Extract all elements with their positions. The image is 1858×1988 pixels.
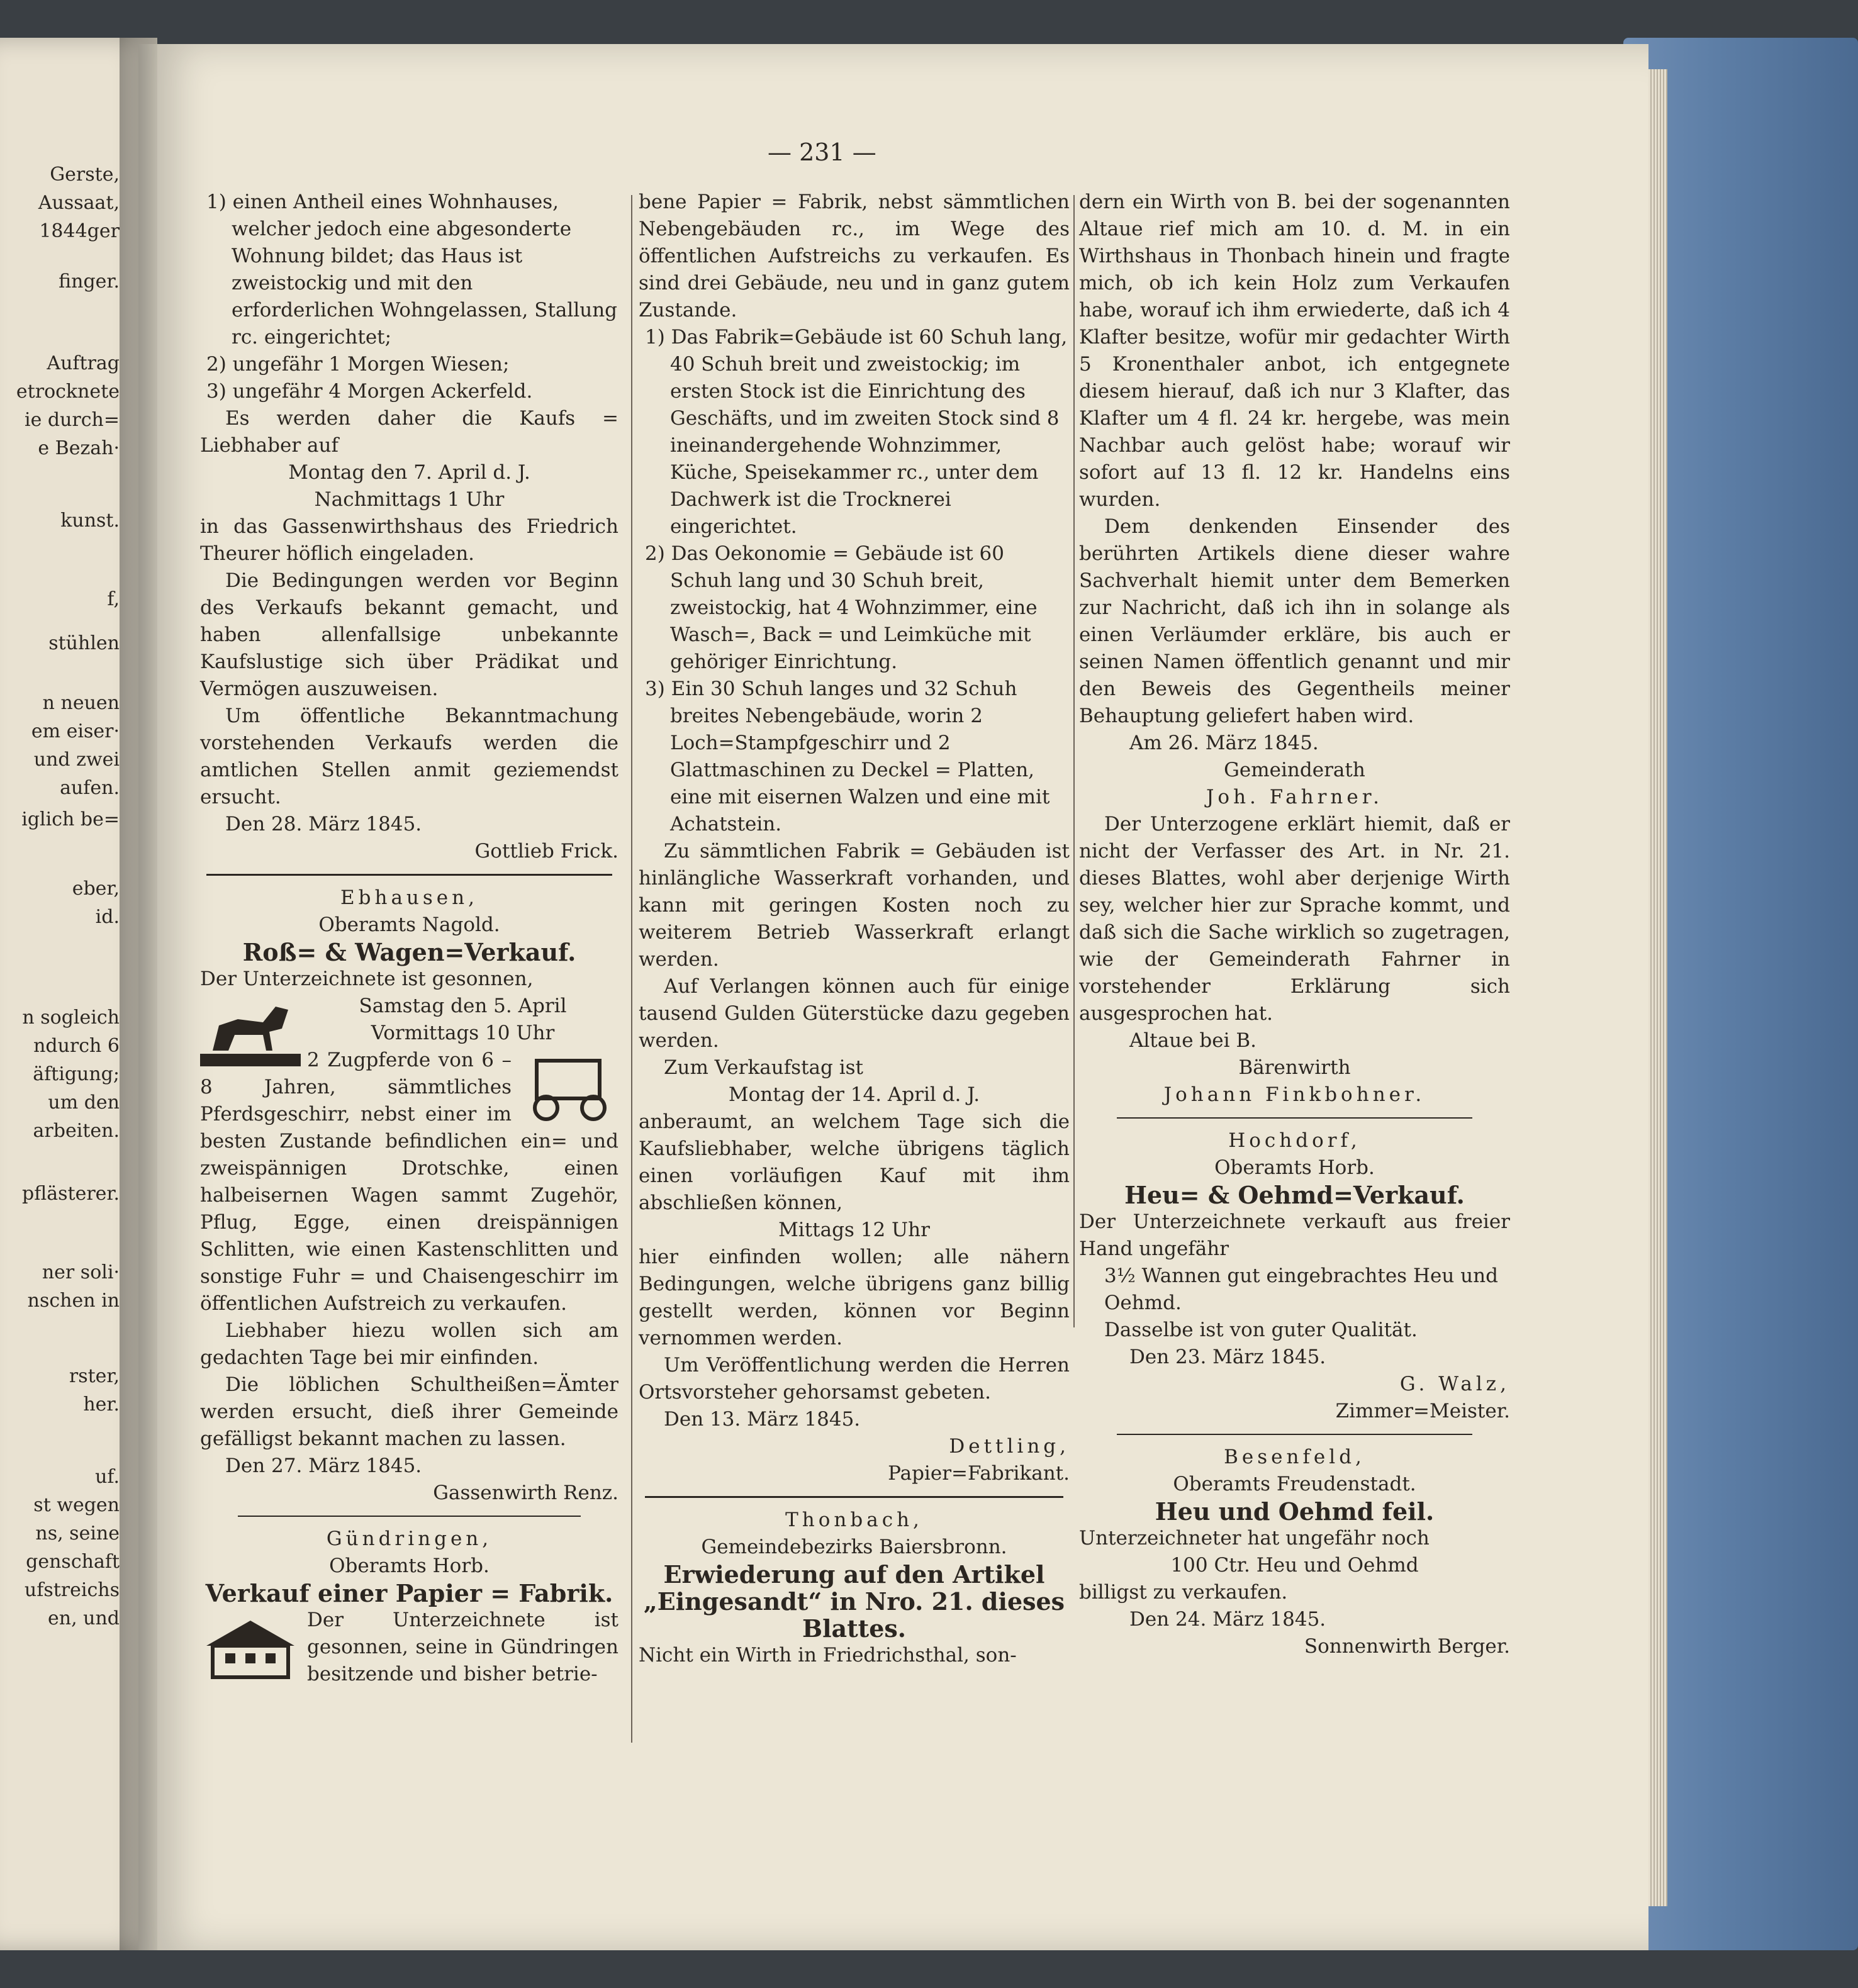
- left-page-text-fragment: ns, seine: [35, 1522, 120, 1544]
- paragraph: anberaumt, an welchem Tage sich die Kaufsliebhaber, welche übrigens täglich einen vorläufigen Kauf mit ihm abschließen können,: [639, 1110, 1070, 1214]
- ad-title: Roß= & Wagen=Verkauf.: [242, 938, 576, 966]
- left-page-text-fragment: her.: [83, 1393, 120, 1416]
- time-line: Mittags 12 Uhr: [778, 1219, 930, 1241]
- ad-office: Oberamts Freudenstadt.: [1173, 1473, 1416, 1495]
- ad-place: Besenfeld,: [1224, 1446, 1365, 1468]
- left-page-text-fragment: äftigung;: [33, 1063, 120, 1085]
- paragraph: Zu sämmtlichen Fabrik = Gebäuden ist hinlängliche Wasserkraft vorhanden, und kann mit geringen Kosten noch zu weiterem Betrieb Wasserkraft erlangt werden.: [639, 840, 1070, 971]
- signature: Dettling,: [949, 1435, 1070, 1458]
- left-page-text-fragment: pflästerer.: [22, 1183, 120, 1205]
- paragraph: Der Unterzeichnete verkauft aus freier Hand ungefähr: [1079, 1210, 1510, 1260]
- ad-office: Oberamts Horb.: [1214, 1156, 1375, 1179]
- signature: Johann Finkbohner.: [1163, 1083, 1426, 1106]
- factory-woodcut: [200, 1608, 301, 1684]
- list-item: 1) Das Fabrik=Gebäude ist 60 Schuh lang, 40 Schuh breit und zweistockig; im ersten Stock ist die Einrichtung des Geschäfts, und im zweiten Stock sind 8 ineinandergehende Wohnzimmer, Küche, Speisekammer rc., unter dem Dachwerk ist die Trocknerei eingerichtet.: [645, 326, 1068, 538]
- left-page-text-fragment: id.: [95, 906, 120, 928]
- time-line: Nachmittags 1 Uhr: [314, 488, 505, 511]
- left-page-text-fragment: ufstreichs: [24, 1579, 120, 1601]
- paragraph: Dem denkenden Einsender des berührten Artikels diene dieser wahre Sachverhalt hiemit unter dem Bemerken zur Nachricht, daß ich ihn in solange als einen Verläumder erkläre, bis auch er seinen Namen öffentlich genannt und mir den Beweis des Gegentheils meiner Behauptung geliefert haben wird.: [1079, 515, 1510, 727]
- paragraph: Der Unterzogene erklärt hiemit, daß er nicht der Verfasser des Art. in Nr. 21. dieses Blattes, wohl aber derjenige Wirth sey, welcher hier zur Sprache kommt, und daß sich die Sache wirklich so zugetragen, wie der Gemeinderath Fahrner in vorstehender Erklärung sich ausgesprochen hat.: [1079, 813, 1510, 1025]
- left-page-text-fragment: nschen in: [27, 1290, 120, 1312]
- left-page-text-fragment: Aussaat,: [38, 192, 120, 214]
- paragraph: Auf Verlangen können auch für einige tausend Gulden Güterstücke dazu gegeben werden.: [639, 975, 1070, 1052]
- left-page-text-fragment: ndurch 6: [33, 1035, 120, 1057]
- left-page-text-fragment: e Bezah·: [38, 437, 120, 459]
- paragraph: Nicht ein Wirth in Friedrichsthal, son-: [639, 1644, 1017, 1667]
- paragraph: Liebhaber hiezu wollen sich am gedachten Tage bei mir einfinden.: [200, 1319, 618, 1369]
- left-page-text-fragment: um den: [48, 1092, 120, 1114]
- ad-place: Gündringen,: [326, 1527, 493, 1550]
- list-item: 1) einen Antheil eines Wohnhauses, welcher jedoch eine abgesonderte Wohnung bildet; das Haus ist zweistockig und mit den erforderlichen Wohngelassen, Stallung rc. eingerichtet;: [206, 191, 618, 349]
- signature-title: Zimmer=Meister.: [1335, 1400, 1510, 1422]
- paragraph: Die löblichen Schultheißen=Ämter werden ersucht, dieß ihrer Gemeinde gefälligst bekannt machen zu lassen.: [200, 1373, 618, 1450]
- quantity-line: 3½ Wannen gut eingebrachtes Heu und Oehmd.: [1104, 1265, 1498, 1314]
- ad-place: Hochdorf,: [1228, 1129, 1361, 1152]
- ad-office: Oberamts Nagold.: [318, 913, 500, 936]
- paragraph: Zum Verkaufstag ist: [664, 1056, 863, 1079]
- ad-title: Heu und Oehmd feil.: [1155, 1497, 1435, 1526]
- paragraph: dern ein Wirth von B. bei der sogenannten Altaue rief mich am 10. d. M. in ein Wirthshaus in Thonbach hinein und fragte mich, ob ich kein Holz zum Verkaufen habe, worauf ich ihm erwiederte, daß ich 4 Klafter besitze, wofür mir gedachter Wirth 5 Kronenthaler anbot, ich entgegnete diesem hierauf, daß ich nur 3 Klafter, das Klafter um 4 fl. 24 kr. hergebe, was mein Nachbar auch gelöst habe; worauf wir sofort auf 13 fl. 12 kr. Handelns eins wurden.: [1079, 191, 1510, 511]
- date-line: Den 27. März 1845.: [225, 1455, 422, 1477]
- left-page-text-fragment: n neuen: [42, 692, 120, 714]
- left-page-text-fragment: etrocknete: [16, 381, 120, 403]
- signature: Gottlieb Frick.: [474, 840, 618, 863]
- divider: [645, 1496, 1063, 1498]
- date-line: Den 28. März 1845.: [225, 813, 422, 835]
- list-item: 3) ungefähr 4 Morgen Ackerfeld.: [206, 380, 533, 403]
- column-2: [639, 189, 1070, 1669]
- left-page-text-fragment: genschaft: [26, 1551, 120, 1573]
- left-page-text-fragment: finger.: [59, 271, 120, 293]
- left-page-text-fragment: f,: [107, 588, 120, 610]
- ad-place: Thonbach,: [785, 1509, 923, 1531]
- column-divider: [631, 195, 632, 1743]
- paragraph: hier einfinden wollen; alle nähern Bedingungen, welche übrigens ganz billig gestellt werden, können vor Beginn vernommen werden.: [639, 1246, 1070, 1349]
- left-page-text-fragment: iglich be=: [21, 808, 120, 830]
- left-page-text-fragment: 1844ger: [39, 220, 120, 242]
- ad-office: Gemeindebezirks Baiersbronn.: [701, 1536, 1007, 1558]
- left-page-text-fragment: uf.: [95, 1466, 120, 1488]
- date-line: Den 13. März 1845.: [664, 1408, 861, 1431]
- paragraph: Unterzeichneter hat ungefähr noch: [1079, 1527, 1430, 1550]
- ad-title: Heu= & Oehmd=Verkauf.: [1124, 1181, 1465, 1209]
- date-line: Montag den 7. April d. J.: [288, 461, 530, 484]
- paragraph: Um Veröffentlichung werden die Herren Ortsvorsteher gehorsamst gebeten.: [639, 1354, 1070, 1404]
- left-page-text-fragment: st wegen: [33, 1494, 120, 1516]
- left-page-text-fragment: ie durch=: [24, 409, 120, 431]
- horse-woodcut: [200, 994, 301, 1069]
- paragraph: Um öffentliche Bekanntmachung vorstehenden Verkaufs werden die amtlichen Stellen anmit geziemendst ersucht.: [200, 705, 618, 808]
- ad-title: Verkauf einer Papier = Fabrik.: [205, 1579, 613, 1607]
- left-page-text-fragment: arbeiten.: [33, 1120, 120, 1142]
- signature-title: Gemeinderath: [1224, 759, 1365, 781]
- list-item: 3) Ein 30 Schuh langes und 32 Schuh breites Nebengebäude, worin 2 Loch=Stampfgeschirr und 2 Glattmaschinen zu Deckel = Platten, eine mit eisernen Walzen und eine mit Achatstein.: [645, 678, 1050, 835]
- left-page-text-fragment: em eiser·: [31, 720, 120, 742]
- quantity-line: 100 Ctr. Heu und Oehmd: [1170, 1554, 1419, 1577]
- paragraph: Dasselbe ist von guter Qualität.: [1104, 1319, 1418, 1341]
- divider: [1117, 1434, 1472, 1435]
- list-item: 2) ungefähr 1 Morgen Wiesen;: [206, 353, 510, 376]
- paragraph: Die Bedingungen werden vor Beginn des Verkaufs bekannt gemacht, und haben allenfallsige unbekannte Kaufslustige sich über Prädikat und Vermögen auszuweisen.: [200, 569, 618, 700]
- date-line: Den 23. März 1845.: [1129, 1346, 1326, 1368]
- paragraph: Der Unterzeichnete ist gesonnen, seine in Gündringen besitzende und bisher betrie-: [307, 1609, 618, 1685]
- ad-office: Oberamts Horb.: [329, 1555, 490, 1577]
- signature: G. Walz,: [1399, 1373, 1510, 1395]
- left-page-text-fragment: n sogleich: [22, 1007, 120, 1029]
- date-line: Den 24. März 1845.: [1129, 1608, 1326, 1631]
- paragraph: bene Papier = Fabrik, nebst sämmtlichen Nebengebäuden rc., im Wege des öffentlichen Aufstreichs zu verkaufen. Es sind drei Gebäude, neu und in ganz gutem Zustande.: [639, 191, 1070, 321]
- list-item: 2) Das Oekonomie = Gebäude ist 60 Schuh lang und 30 Schuh breit, zweistockig, hat 4 Wohnzimmer, eine Wasch=, Back = und Leimküche mit gehöriger Einrichtung.: [645, 542, 1038, 673]
- paragraph: billigst zu verkaufen.: [1079, 1581, 1288, 1604]
- left-page-text-fragment: Gerste,: [50, 164, 120, 186]
- gutter-shadow: [120, 38, 157, 1950]
- left-page-text-fragment: kunst.: [60, 510, 120, 532]
- column-3: [1079, 189, 1510, 1660]
- signature-title: Bärenwirth: [1238, 1056, 1351, 1079]
- paragraph: Es werden daher die Kaufs = Liebhaber auf: [200, 407, 618, 457]
- left-page-text-fragment: stühlen: [48, 632, 120, 654]
- left-page-text-fragment: rster,: [69, 1365, 120, 1387]
- date-line: Am 26. März 1845.: [1129, 732, 1319, 754]
- divider: [238, 1516, 581, 1517]
- time-line: Vormittags 10 Uhr: [371, 1022, 555, 1044]
- page-number: — 231 —: [768, 138, 876, 166]
- left-page-text-fragment: en, und: [48, 1607, 120, 1629]
- column-divider: [1073, 195, 1075, 1327]
- signature: Gassenwirth Renz.: [433, 1482, 618, 1504]
- ad-title: Erwiederung auf den Artikel „Eingesandt“ in Nro. 21. dieses Blattes.: [643, 1560, 1065, 1643]
- divider: [206, 874, 612, 876]
- column-1: [200, 189, 618, 1688]
- place-line: Altaue bei B.: [1129, 1029, 1256, 1052]
- carriage-woodcut: [518, 1048, 618, 1124]
- left-page-text-fragment: Auftrag: [47, 352, 120, 374]
- ad-place: Ebhausen,: [340, 886, 478, 909]
- signature-title: Papier=Fabrikant.: [888, 1462, 1070, 1485]
- signature: Sonnenwirth Berger.: [1304, 1635, 1510, 1658]
- left-page-text-fragment: eber,: [72, 878, 120, 900]
- divider: [1117, 1117, 1472, 1119]
- date-line: Samstag den 5. April: [359, 995, 567, 1017]
- signature: Joh. Fahrner.: [1206, 786, 1383, 808]
- date-line: Montag der 14. April d. J.: [728, 1083, 980, 1106]
- paragraph: in das Gassenwirthshaus des Friedrich Theurer höflich eingeladen.: [200, 515, 618, 565]
- paragraph: 2 Zugpferde von 6 – 8 Jahren, sämmtliches Pferdsgeschirr, nebst einer im besten Zustande befindlichen ein= und zweispännigen Drotschke, einen halbeisernen Wagen sammt Zugehör, Pflug, Egge, einen dreispännigen Schlitten, wie einen Kastenschlitten und sonstige Fuhr = und Chaisengeschirr im öffentlichen Aufstreich zu verkaufen.: [200, 1049, 618, 1315]
- left-page-text-fragment: und zwei: [33, 749, 120, 771]
- left-page-text-fragment: aufen.: [60, 777, 120, 799]
- left-page-text-fragment: ner soli·: [42, 1261, 120, 1283]
- paragraph: Der Unterzeichnete ist gesonnen,: [200, 968, 534, 990]
